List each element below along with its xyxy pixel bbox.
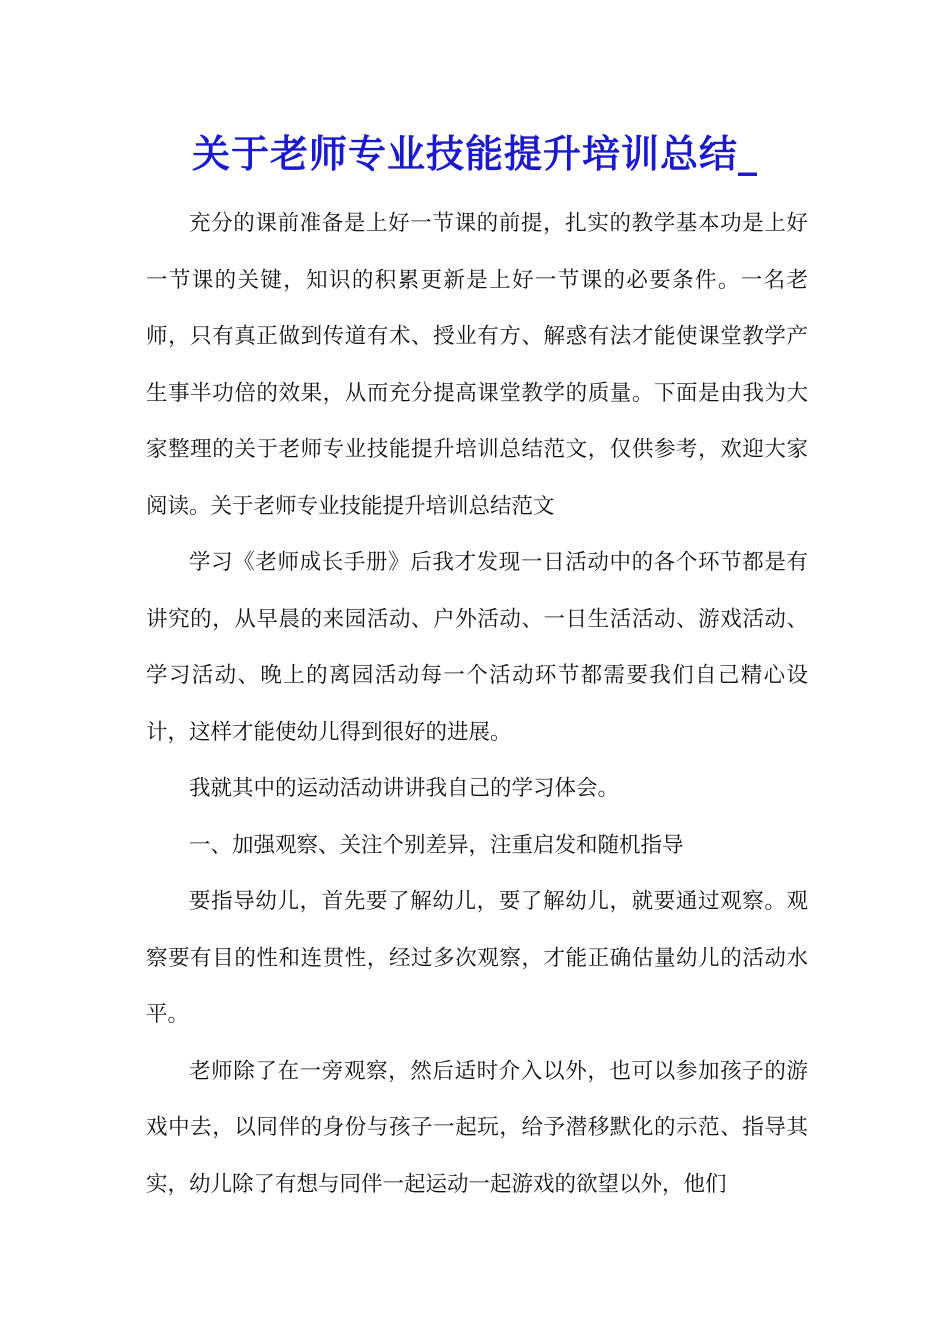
document-body (146, 196, 808, 1213)
paragraph: 我就其中的运动活动讲讲我自己的学习体会。 (189, 776, 620, 801)
paragraph: 要指导幼儿，首先要了解幼儿，要了解幼儿，就要通过观察。观察要有目的性和连贯性，经过多次观察，才能正确估量幼儿的活动水平。 (146, 889, 808, 1027)
paragraph: 老师除了在一旁观察，然后适时介入以外，也可以参加孩子的游戏中去，以同伴的身份与孩子一起玩，给予潜移默化的示范、指导其实，幼儿除了有想与同伴一起运动一起游戏的欲望以外，他们 (146, 1058, 808, 1197)
paragraph: 学习《老师成长手册》后我才发现一日活动中的各个环节都是有讲究的，从早晨的来园活动、户外活动、一日生活活动、游戏活动、学习活动、晚上的离园活动每一个活动环节都需要我们自己精心设计，这样才能使幼儿得到很好的进展。 (146, 550, 808, 745)
document-title: 关于老师专业技能提升培训总结_ (191, 131, 758, 176)
paragraph: 充分的课前准备是上好一节课的前提，扎实的教学基本功是上好一节课的关键，知识的积累更新是上好一节课的必要条件。一名老师，只有真正做到传道有术、授业有方、解惑有法才能使课堂教学产生事半功倍的效果，从而充分提高课堂教学的质量。下面是由我为大家整理的关于老师专业技能提升培训总结范文，仅供参考，欢迎大家阅读。关于老师专业技能提升培训总结范文 (146, 211, 808, 519)
section-heading: 一、加强观察、关注个别差异，注重启发和随机指导 (189, 832, 684, 858)
